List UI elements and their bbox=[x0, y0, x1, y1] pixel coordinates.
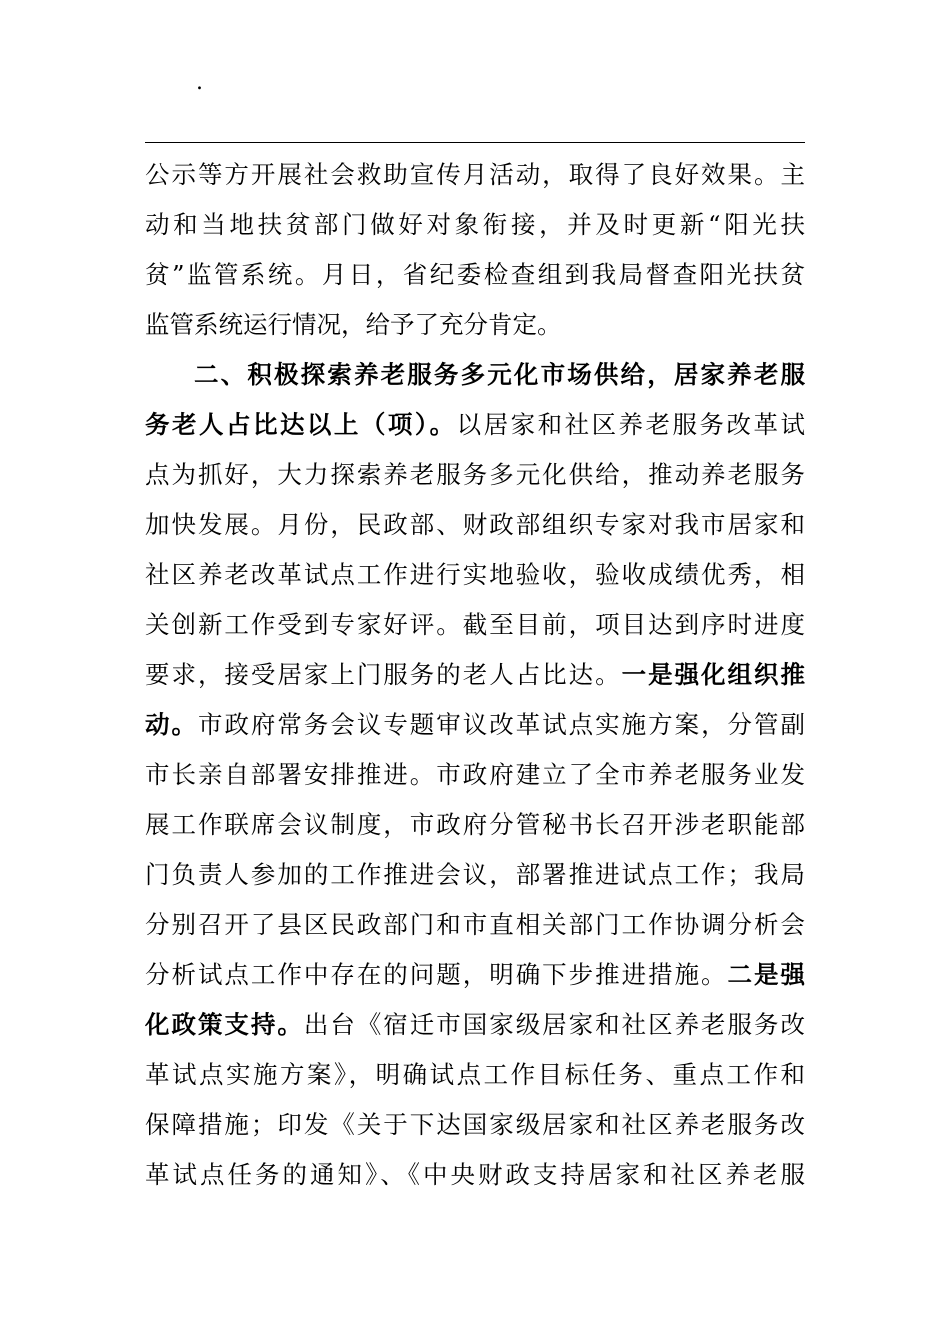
section-heading-line bbox=[145, 350, 805, 400]
text-line bbox=[145, 750, 805, 800]
text-run: 公示等方开展社会救助宣传月活动，取得了良好效果。主 bbox=[145, 160, 805, 189]
text-run: 分别召开了县区民政部门和市直相关部门工作协调分析会 bbox=[145, 910, 805, 939]
text-run: 分析试点工作中存在的问题，明确下步推进措施。 bbox=[145, 960, 728, 989]
text-line bbox=[145, 1100, 805, 1150]
text-line bbox=[145, 600, 805, 650]
text-line bbox=[145, 1150, 805, 1200]
text-run: 革试点实施方案》，明确试点工作目标任务、重点工作和 bbox=[145, 1060, 805, 1089]
text-line bbox=[145, 300, 805, 350]
text-line bbox=[145, 500, 805, 550]
text-run: 出台《宿迁市国家级居家和社区养老服务改 bbox=[303, 1010, 805, 1039]
text-line bbox=[145, 400, 805, 450]
text-run: 要求，接受居家上门服务的老人占比达。 bbox=[145, 660, 622, 689]
text-run: 以居家和社区养老服务改革试 bbox=[456, 410, 805, 439]
text-run: 市政府常务会议专题审议改革试点实施方案，分管副 bbox=[197, 710, 805, 739]
paragraph-2 bbox=[145, 350, 805, 1200]
text-line bbox=[145, 200, 805, 250]
text-run: 革试点任务的通知》、《中央财政支持居家和社区养老服 bbox=[145, 1160, 805, 1189]
text-run: 门负责人参加的工作推进会议，部署推进试点工作；我局 bbox=[145, 860, 805, 889]
text-line bbox=[145, 250, 805, 300]
paragraph-1 bbox=[145, 150, 805, 350]
text-line bbox=[145, 1000, 805, 1050]
text-line bbox=[145, 450, 805, 500]
section-heading-end: 务老人占比达以上（项）。 bbox=[145, 410, 457, 439]
bold-lead-in: 化政策支持。 bbox=[145, 1010, 304, 1039]
text-line bbox=[145, 800, 805, 850]
text-line bbox=[145, 900, 805, 950]
text-run: 市长亲自部署安排推进。市政府建立了全市养老服务业发 bbox=[145, 760, 805, 789]
text-run: 加快发展。月份，民政部、财政部组织专家对我市居家和 bbox=[145, 510, 805, 539]
text-line bbox=[145, 650, 805, 700]
text-line bbox=[145, 150, 805, 200]
document-body bbox=[145, 150, 805, 1200]
text-line bbox=[145, 550, 805, 600]
bold-lead-in: 动。 bbox=[145, 710, 198, 739]
text-run: 保障措施；印发《关于下达国家级居家和社区养老服务改 bbox=[145, 1110, 805, 1139]
text-line bbox=[145, 950, 805, 1000]
bold-lead-in: 一是强化组织推 bbox=[621, 660, 805, 689]
text-line bbox=[145, 850, 805, 900]
text-line bbox=[145, 700, 805, 750]
text-run: 社区养老改革试点工作进行实地验收，验收成绩优秀，相 bbox=[145, 560, 805, 589]
bold-lead-in: 二是强 bbox=[727, 960, 805, 989]
section-heading: 二、积极探索养老服务多元化市场供给，居家养老服 bbox=[194, 360, 805, 389]
text-run: 动和当地扶贫部门做好对象衔接，并及时更新“阳光扶 bbox=[145, 210, 805, 239]
header-rule bbox=[145, 142, 805, 143]
page-header-dot: . bbox=[196, 70, 203, 95]
text-run: 点为抓好，大力探索养老服务多元化供给，推动养老服务 bbox=[145, 460, 805, 489]
text-run: 展工作联席会议制度，市政府分管秘书长召开涉老职能部 bbox=[145, 810, 805, 839]
text-run: 监管系统运行情况，给予了充分肯定。 bbox=[145, 310, 562, 339]
text-run: 贫”监管系统。月日，省纪委检查组到我局督查阳光扶贫 bbox=[145, 260, 805, 289]
text-line bbox=[145, 1050, 805, 1100]
text-run: 关创新工作受到专家好评。截至目前，项目达到序时进度 bbox=[145, 610, 805, 639]
